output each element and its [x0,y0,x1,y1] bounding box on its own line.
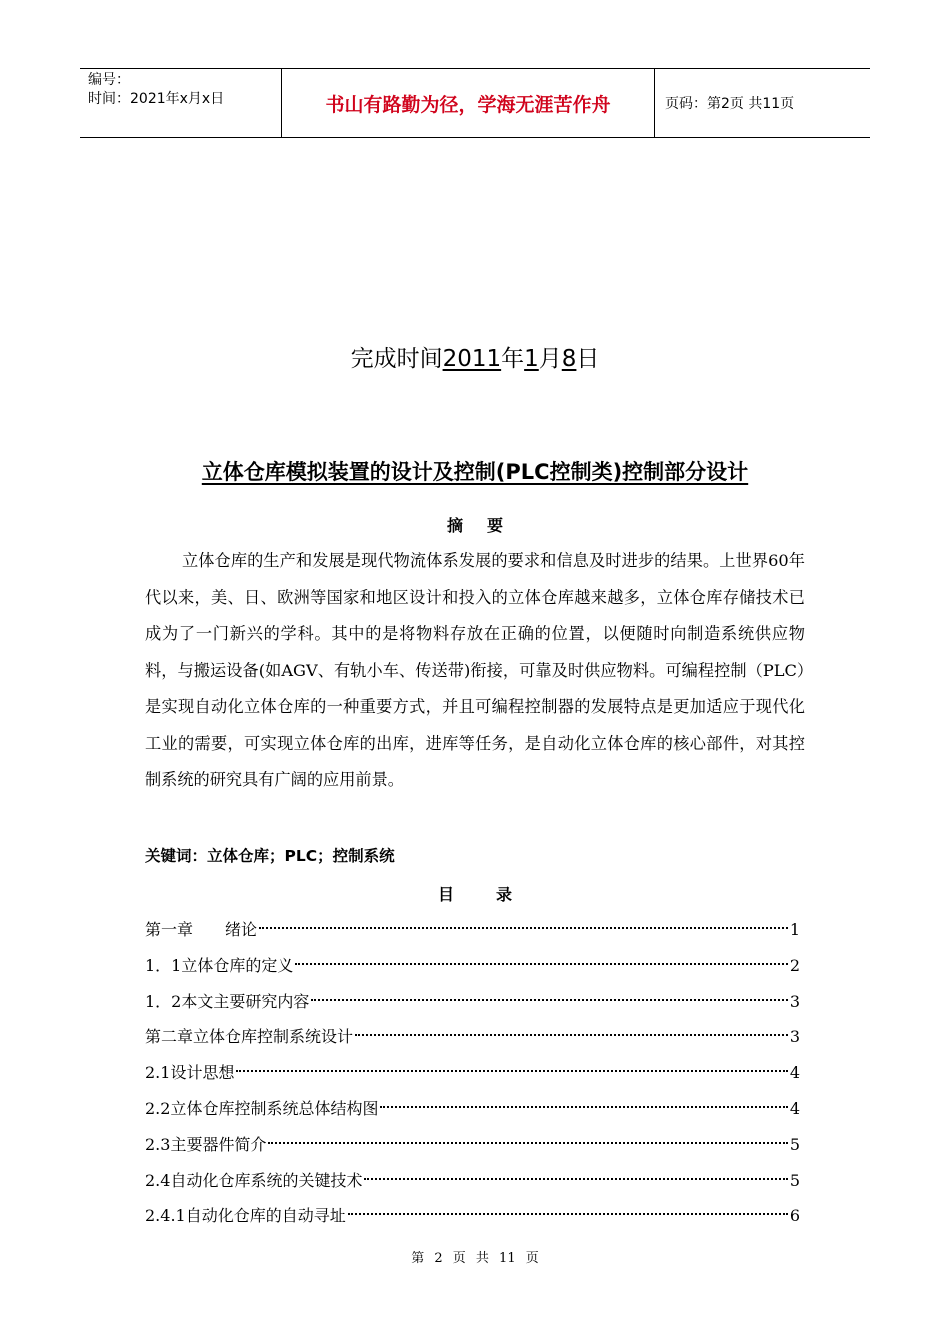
toc-item[interactable] [145,1019,800,1055]
toc-item-page: 2 [789,955,800,975]
toc-leader [259,927,788,929]
toc-item[interactable] [145,1198,800,1234]
completion-date [0,340,950,373]
toc-item-label: 2.4.1自动化仓库的自动寻址 [145,1206,346,1226]
toc-item-page: 3 [789,1027,800,1047]
toc-item[interactable] [145,984,800,1020]
toc-leader [355,1034,788,1036]
toc-item[interactable] [145,1163,800,1199]
completion-day-unit: 日 [576,346,600,372]
toc-heading: 目录 [437,885,554,904]
header-meta-cell [80,69,282,137]
toc-item-page: 4 [789,1098,800,1118]
toc-item[interactable] [145,1127,800,1163]
toc-item-page: 6 [789,1206,800,1226]
header-motto: 书山有路勤为径，学海无涯苦作舟 [282,69,655,137]
document-title: 立体仓库模拟装置的设计及控制(PLC控制类)控制部分设计 [201,460,749,484]
toc-item-page: 5 [789,1134,800,1154]
toc-item[interactable] [145,1091,800,1127]
header-table [80,68,870,138]
table-of-contents [145,912,800,1234]
abstract-body: 立体仓库的生产和发展是现代物流体系发展的要求和信息及时进步的结果。上世界60年代以来，美、日、欧洲等国家和地区设计和投入的立体仓库越来越多，立体仓库存储技术已成为了一门新兴的学科。其中的是将物料存放在正确的位置，以便随时向制造系统供应物料，与搬运设备(如AGV、有轨小车、传送带)衔接，可靠及时供应物料。可编程控制（PLC）是实现自动化立体仓库的一种重要方式，并且可编程控制器的发展特点是更加适应于现代化工业的需要，可实现立体仓库的出库，进库等任务，是自动化立体仓库的核心部件，对其控制系统的研究具有广阔的应用前景。 [145,551,805,789]
toc-item-label: 1．1立体仓库的定义 [145,955,294,975]
toc-item[interactable] [145,1055,800,1091]
toc-leader [295,963,787,965]
toc-leader [236,1070,787,1072]
toc-item-page: 1 [789,920,800,939]
toc-item-label: 第一章 绪论 [145,920,258,939]
completion-month: 1 [524,346,539,372]
toc-item-label: 1．2本文主要研究内容 [145,991,310,1011]
abstract-heading: 摘要 [446,516,527,535]
toc-item[interactable] [145,912,800,948]
completion-prefix: 完成时间 [350,346,443,372]
toc-item[interactable] [145,948,800,984]
completion-month-unit: 月 [538,346,562,372]
header-page-label: 页码：第2页 共11页 [665,96,795,112]
toc-item-label: 第二章立体仓库控制系统设计 [145,1027,354,1047]
toc-leader [348,1213,788,1215]
toc-leader [311,999,787,1001]
page-footer: 第 2 页 共 11 页 [411,1251,539,1266]
toc-leader [364,1178,787,1180]
time-label: 时间：2021年x月x日 [88,91,225,107]
completion-year-unit: 年 [501,346,525,372]
toc-item-label: 2.4自动化仓库系统的关键技术 [145,1170,363,1190]
keywords: 关键词：立体仓库；PLC；控制系统 [145,847,395,865]
completion-year: 2011 [442,346,502,372]
toc-item-label: 2.1设计思想 [145,1063,235,1083]
toc-item-label: 2.2立体仓库控制系统总体结构图 [145,1098,379,1118]
toc-item-page: 4 [789,1063,800,1083]
toc-leader [268,1142,787,1144]
toc-item-label: 2.3主要器件简介 [145,1134,267,1154]
toc-item-page: 3 [789,991,800,1011]
number-label: 编号： [88,72,130,88]
completion-day: 8 [561,346,577,372]
toc-item-page: 5 [789,1170,800,1190]
toc-leader [380,1106,787,1108]
